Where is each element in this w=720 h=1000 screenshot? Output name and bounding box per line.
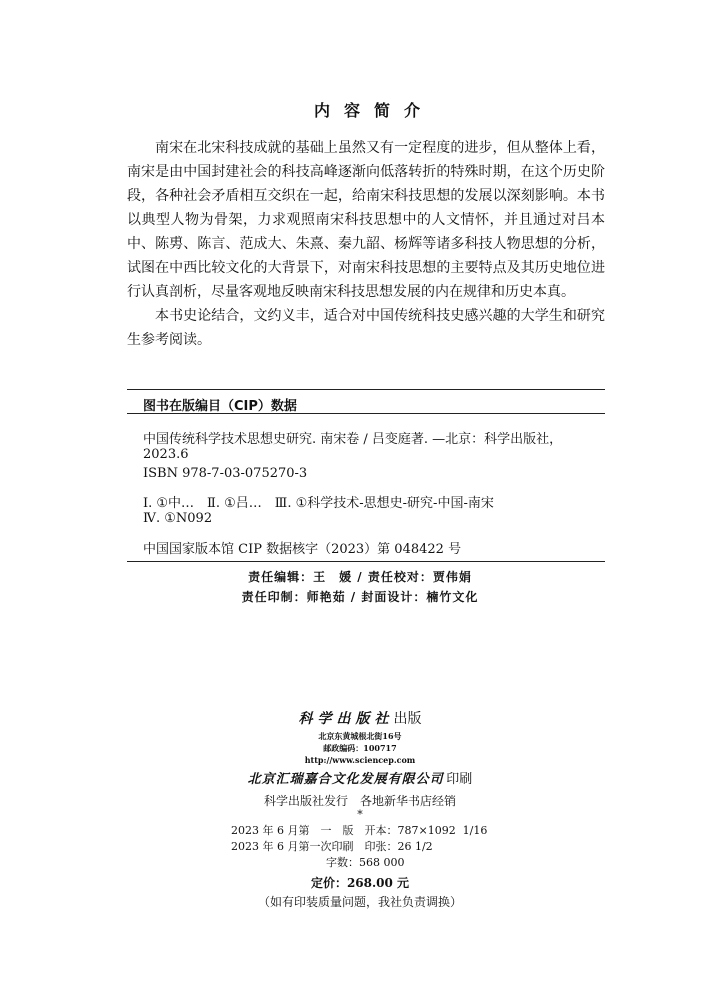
cip-heading: 图书在版编目（CIP）数据 [143,399,297,414]
distribution-line: 科学出版社发行 各地新华书店经销 [263,794,456,808]
printer-line: 北京汇瑞嘉合文化发展有限公司 印刷 [247,772,473,787]
printer-name: 北京汇瑞嘉合文化发展有限公司 [247,772,444,787]
cip-isbn: ISBN 978-7-03-075270-3 [143,466,308,481]
separator-star: * [357,808,363,821]
cip-classification-number: Ⅳ. ①N092 [143,511,213,526]
cip-record-date: 2023.6 [143,447,189,462]
cip-bottom-rule [127,561,605,562]
cip-number: 中国国家版本馆 CIP 数据核字（2023）第 048422 号 [143,542,462,557]
publisher-url: http://www.sciencep.com [304,755,416,765]
word-count: 字数：568 000 [326,856,405,869]
intro-paragraph: 南宋在北宋科技成就的基础上虽然又有一定程度的进步，但从整体上看，南宋是由中国封建社会的科技高峰逐渐向低落转折的特殊时期，在这个历史阶段，各种社会矛盾相互交织在一起，给南宋科技思想的发展以深刻影响。本书以典型人物为骨架，力求观照南宋科技思想中的人文情怀，并且通过对吕本中、陈旉、陈言、范成大、朱熹、秦九韶、杨辉等诸多科技人物思想的分析，试图在中西比较文化的大背景下，对南宋科技思想的主要特点及其历史地位进行认真剖析，尽量客观地反映南宋科技思想发展的内在规律和历史本真。 [127,140,605,300]
intro-title: 内容简介 [313,101,434,120]
publisher-name: 科学出版社出版 [298,711,422,727]
publisher-postcode: 邮政编码：100717 [323,743,397,753]
printing-line: 2023 年 6 月第一次印刷 印张：26 1/2 [231,840,433,853]
intro-body [127,136,605,352]
cip-classification: Ⅰ. ①中… Ⅱ. ①吕… Ⅲ. ①科学技术-思想史-研究-中国-南宋 [143,496,494,511]
cip-heading-rule [127,413,605,414]
credits-production: 责任印制：师艳茹 / 封面设计：楠竹文化 [241,590,479,604]
credits-editors: 责任编辑：王 媛 / 责任校对：贾伟娟 [248,570,472,584]
publisher-logo-text: 科学出版社 [298,711,394,727]
publisher-address: 北京东黄城根北街16号 [318,731,402,741]
cip-top-rule [127,389,605,390]
price: 定价：268.00 元 [310,876,410,890]
intro-paragraph: 本书史论结合，文约义丰，适合对中国传统科技史感兴趣的大学生和研究生参考阅读。 [127,308,605,348]
edition-line: 2023 年 6 月第 一 版 开本：787×1092 1/16 [231,824,488,837]
cip-record-line: 中国传统科学技术思想史研究. 南宋卷 / 吕变庭著. —北京：科学出版社， [143,432,563,447]
quality-note: （如有印装质量问题，我社负责调换） [257,895,462,909]
